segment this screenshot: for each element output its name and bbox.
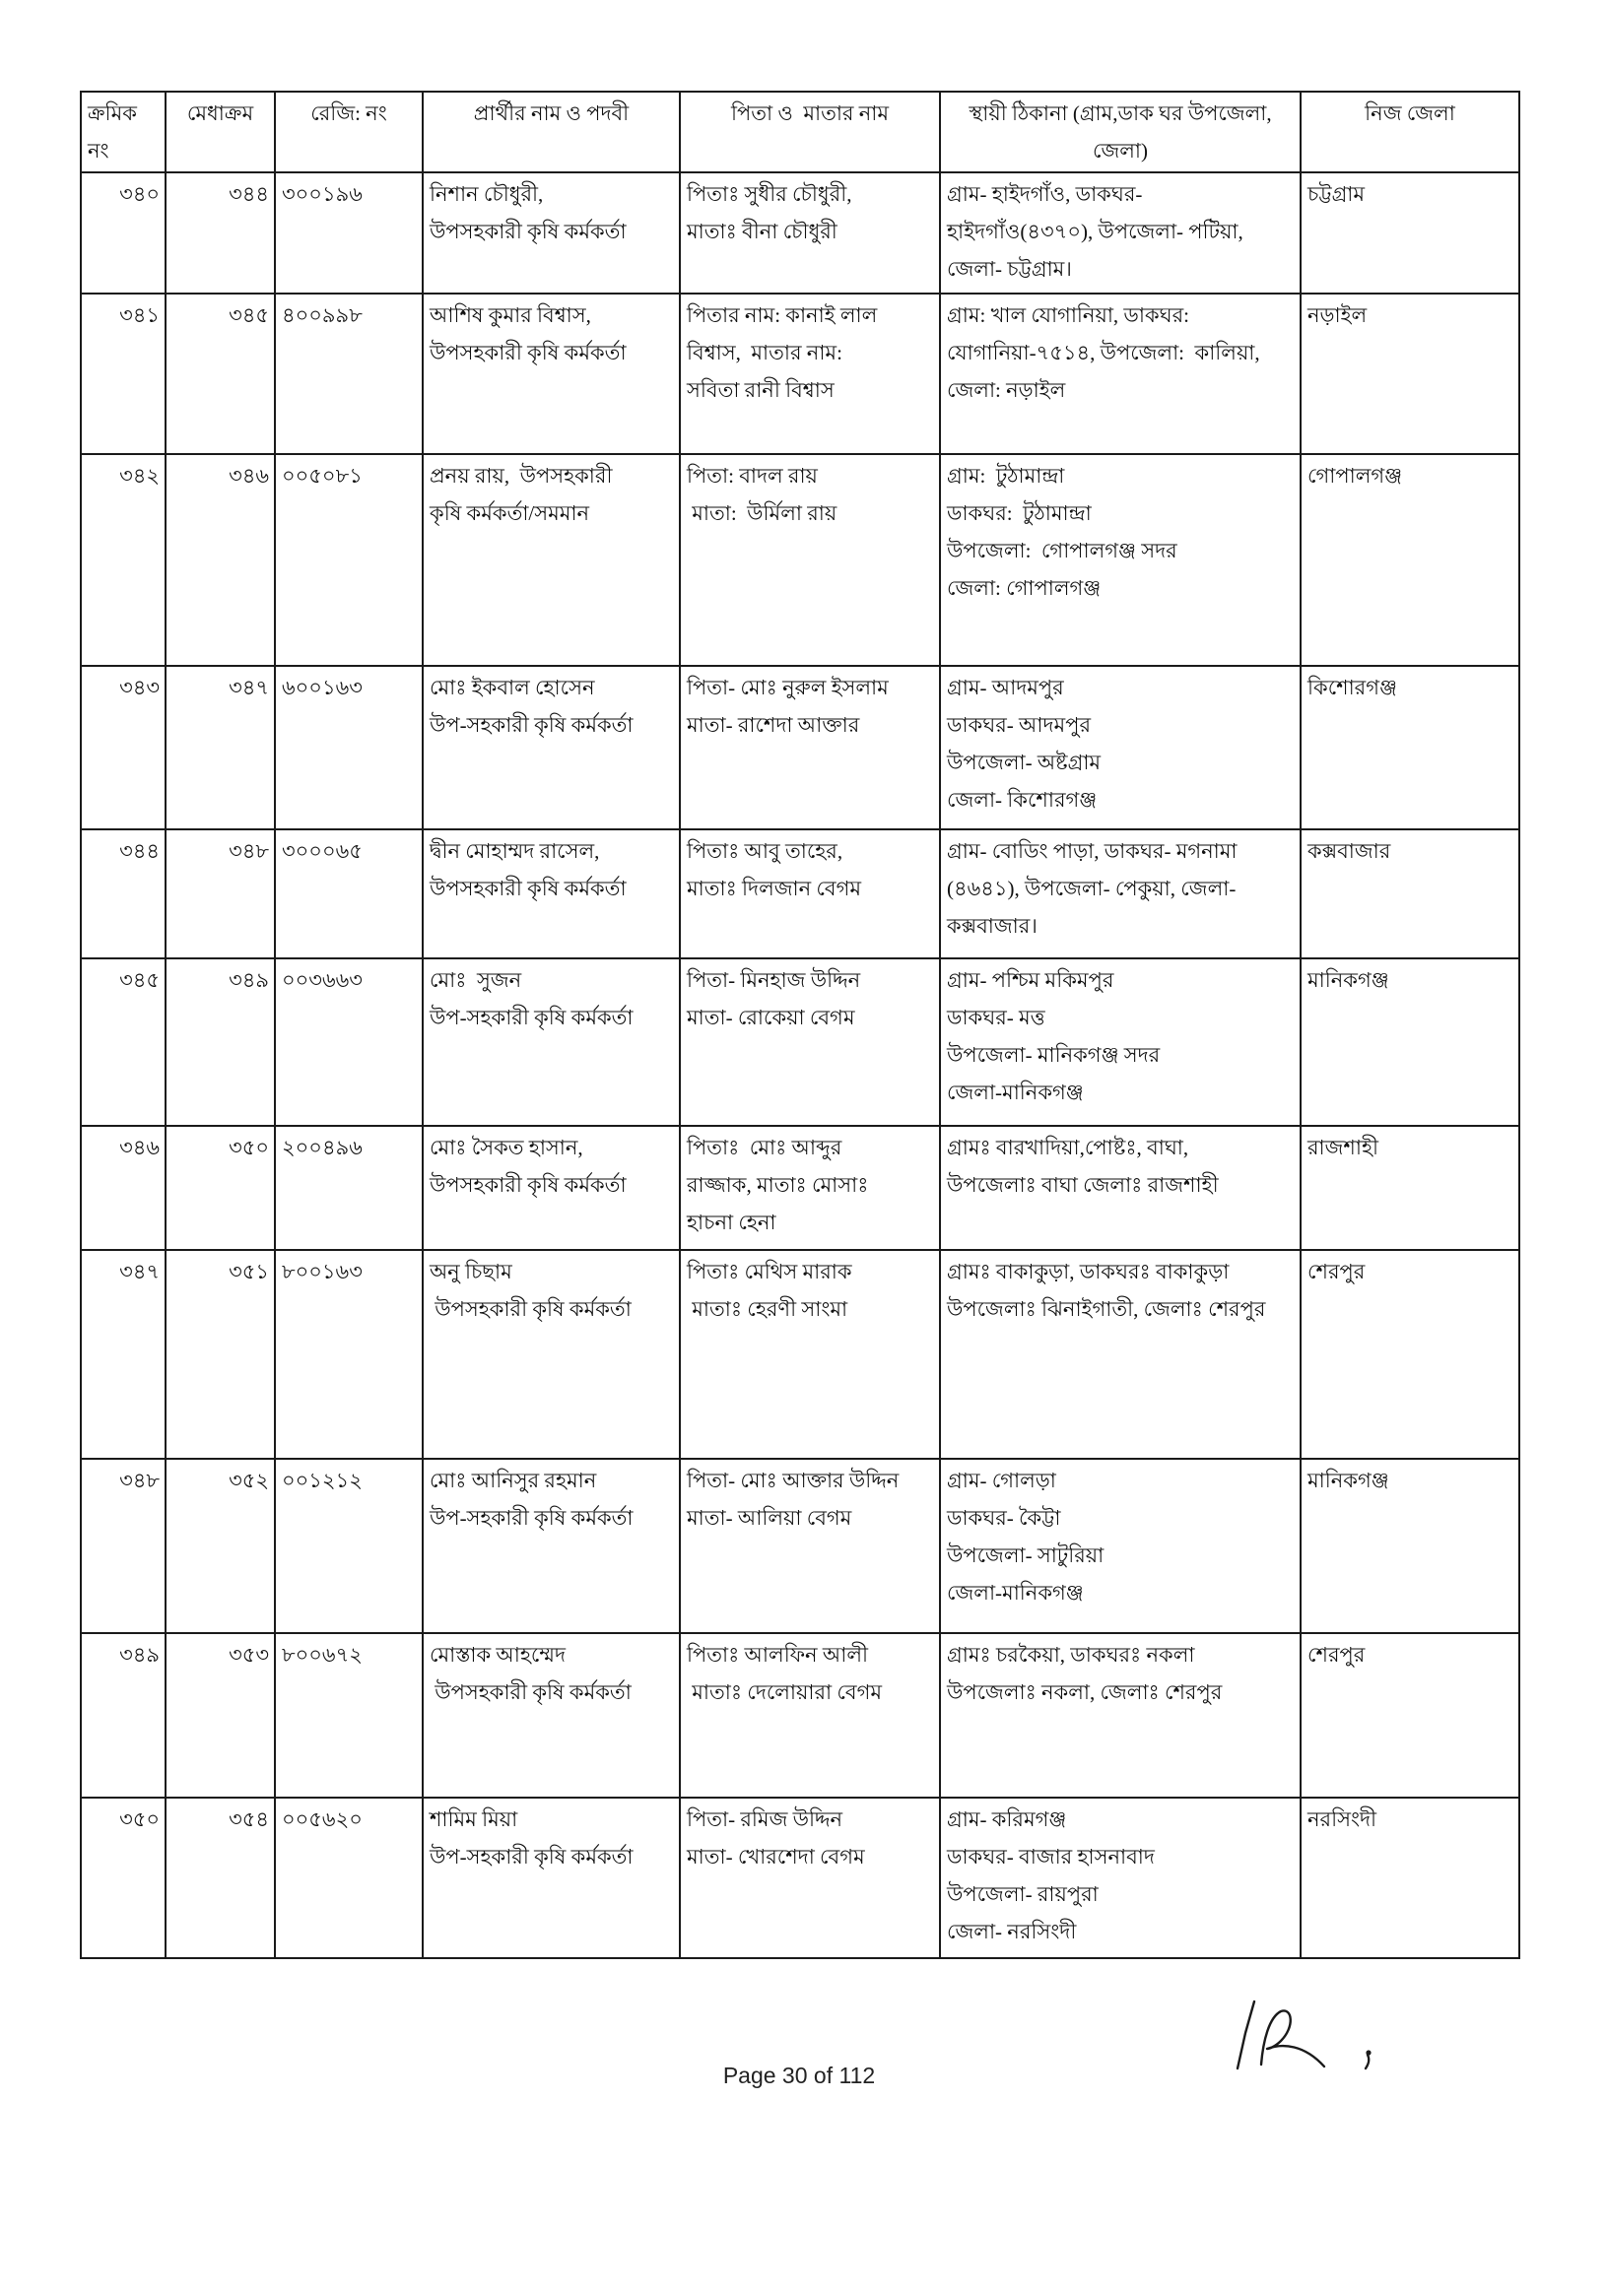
district-cell: নরসিংদী — [1302, 1799, 1520, 1959]
serial-cell: ৩৪৫ — [82, 959, 167, 1127]
serial-cell: ৩৪৬ — [82, 1127, 167, 1251]
merit-cell: ৩৫০ — [167, 1127, 276, 1251]
reg-cell: ৩০০০৬৫ — [276, 830, 424, 959]
name-cell: মোঃ ইকবাল হোসেন উপ-সহকারী কৃষি কর্মকর্তা — [424, 667, 681, 830]
merit-cell: ৩৪৪ — [167, 173, 276, 295]
reg-cell: ৮০০৬৭২ — [276, 1634, 424, 1799]
merit-cell: ৩৪৬ — [167, 455, 276, 667]
serial-cell: ৩৪২ — [82, 455, 167, 667]
parents-cell: পিতাঃ সুধীর চৌধুরী, মাতাঃ বীনা চৌধুরী — [681, 173, 941, 295]
serial-cell: ৩৪০ — [82, 173, 167, 295]
address-cell: গ্রাম- পশ্চিম মকিমপুর ডাকঘর- মত্ত উপজেলা- মানিকগঞ্জ সদর জেলা-মানিকগঞ্জ — [941, 959, 1302, 1127]
header-parents: পিতা ও মাতার নাম — [681, 93, 941, 173]
district-cell: মানিকগঞ্জ — [1302, 959, 1520, 1127]
serial-cell: ৩৪৮ — [82, 1460, 167, 1634]
reg-cell: ০০৩৬৬৩ — [276, 959, 424, 1127]
merit-cell: ৩৫১ — [167, 1251, 276, 1460]
parents-cell: পিতা: বাদল রায় মাতা: উর্মিলা রায় — [681, 455, 941, 667]
address-cell: গ্রামঃ বাকাকুড়া, ডাকঘরঃ বাকাকুড়া উপজেলাঃ ঝিনাইগাতী, জেলাঃ শেরপুর — [941, 1251, 1302, 1460]
merit-cell: ৩৫৩ — [167, 1634, 276, 1799]
district-cell: কিশোরগঞ্জ — [1302, 667, 1520, 830]
parents-cell: পিতা- রমিজ উদ্দিন মাতা- খোরশেদা বেগম — [681, 1799, 941, 1959]
merit-cell: ৩৪৭ — [167, 667, 276, 830]
name-cell: অনু চিছাম উপসহকারী কৃষি কর্মকর্তা — [424, 1251, 681, 1460]
name-cell: শামিম মিয়া উপ-সহকারী কৃষি কর্মকর্তা — [424, 1799, 681, 1959]
name-cell: দ্বীন মোহাম্মদ রাসেল, উপসহকারী কৃষি কর্মকর্তা — [424, 830, 681, 959]
name-cell: আশিষ কুমার বিশ্বাস, উপসহকারী কৃষি কর্মকর্তা — [424, 295, 681, 455]
merit-cell: ৩৫৪ — [167, 1799, 276, 1959]
header-serial: ক্রমিক নং — [82, 93, 167, 173]
parents-cell: পিতাঃ আলফিন আলী মাতাঃ দেলোয়ারা বেগম — [681, 1634, 941, 1799]
parents-cell: পিতাঃ আবু তাহের, মাতাঃ দিলজান বেগম — [681, 830, 941, 959]
address-cell: গ্রাম- বোডিং পাড়া, ডাকঘর- মগনামা (৪৬৪১), উপজেলা- পেকুয়া, জেলা- কক্সবাজার। — [941, 830, 1302, 959]
header-merit: মেধাক্রম — [167, 93, 276, 173]
name-cell: মোঃ সুজন উপ-সহকারী কৃষি কর্মকর্তা — [424, 959, 681, 1127]
district-cell: চট্টগ্রাম — [1302, 173, 1520, 295]
address-cell: গ্রাম- আদমপুর ডাকঘর- আদমপুর উপজেলা- অষ্টগ্রাম জেলা- কিশোরগঞ্জ — [941, 667, 1302, 830]
name-cell: মোঃ সৈকত হাসান, উপসহকারী কৃষি কর্মকর্তা — [424, 1127, 681, 1251]
district-cell: কক্সবাজার — [1302, 830, 1520, 959]
name-cell: মোস্তাক আহম্মেদ উপসহকারী কৃষি কর্মকর্তা — [424, 1634, 681, 1799]
parents-cell: পিতা- মোঃ নুরুল ইসলাম মাতা- রাশেদা আক্তার — [681, 667, 941, 830]
merit-cell: ৩৪৯ — [167, 959, 276, 1127]
page-number: Page 30 of 112 — [722, 2063, 876, 2088]
address-cell: গ্রাম- হাইদগাঁও, ডাকঘর- হাইদগাঁও(৪৩৭০), উপজেলা- পটিয়া, জেলা- চট্টগ্রাম। — [941, 173, 1302, 295]
district-cell: শেরপুর — [1302, 1634, 1520, 1799]
reg-cell: ৪০০৯৯৮ — [276, 295, 424, 455]
reg-cell: ০০৫০৮১ — [276, 455, 424, 667]
header-address: স্থায়ী ঠিকানা (গ্রাম,ডাক ঘর উপজেলা, জেলা) — [941, 93, 1302, 173]
parents-cell: পিতার নাম: কানাই লাল বিশ্বাস, মাতার নাম: সবিতা রানী বিশ্বাস — [681, 295, 941, 455]
merit-cell: ৩৪৫ — [167, 295, 276, 455]
address-cell: গ্রাম: খাল যোগানিয়া, ডাকঘর: যোগানিয়া-৭৫১৪, উপজেলা: কালিয়া, জেলা: নড়াইল — [941, 295, 1302, 455]
name-cell: মোঃ আনিসুর রহমান উপ-সহকারী কৃষি কর্মকর্তা — [424, 1460, 681, 1634]
serial-cell: ৩৪১ — [82, 295, 167, 455]
parents-cell: পিতা- মিনহাজ উদ্দিন মাতা- রোকেয়া বেগম — [681, 959, 941, 1127]
district-cell: মানিকগঞ্জ — [1302, 1460, 1520, 1634]
merit-cell: ৩৪৮ — [167, 830, 276, 959]
candidate-table — [80, 91, 1520, 1959]
reg-cell: ৩০০১৯৬ — [276, 173, 424, 295]
address-cell: গ্রামঃ চরকৈয়া, ডাকঘরঃ নকলা উপজেলাঃ নকলা, জেলাঃ শেরপুর — [941, 1634, 1302, 1799]
district-cell: নড়াইল — [1302, 295, 1520, 455]
address-cell: গ্রাম- গোলড়া ডাকঘর- কৈট্টা উপজেলা- সাটুরিয়া জেলা-মানিকগঞ্জ — [941, 1460, 1302, 1634]
name-cell: নিশান চৌধুরী, উপসহকারী কৃষি কর্মকর্তা — [424, 173, 681, 295]
address-cell: গ্রাম: টুঠামান্দ্রা ডাকঘর: টুঠামান্দ্রা উপজেলা: গোপালগঞ্জ সদর জেলা: গোপালগঞ্জ — [941, 455, 1302, 667]
district-cell: গোপালগঞ্জ — [1302, 455, 1520, 667]
reg-cell: ৮০০১৬৩ — [276, 1251, 424, 1460]
name-cell: প্রনয় রায়, উপসহকারী কৃষি কর্মকর্তা/সমমান — [424, 455, 681, 667]
address-cell: গ্রামঃ বারখাদিয়া,পোষ্টঃ, বাঘা, উপজেলাঃ বাঘা জেলাঃ রাজশাহী — [941, 1127, 1302, 1251]
header-district: নিজ জেলা — [1302, 93, 1520, 173]
parents-cell: পিতাঃ মোঃ আব্দুর রাজ্জাক, মাতাঃ মোসাঃ হাচনা হেনা — [681, 1127, 941, 1251]
reg-cell: ০০১২১২ — [276, 1460, 424, 1634]
district-cell: শেরপুর — [1302, 1251, 1520, 1460]
district-cell: রাজশাহী — [1302, 1127, 1520, 1251]
header-name: প্রার্থীর নাম ও পদবী — [424, 93, 681, 173]
serial-cell: ৩৪৭ — [82, 1251, 167, 1460]
reg-cell: ৬০০১৬৩ — [276, 667, 424, 830]
parents-cell: পিতা- মোঃ আক্তার উদ্দিন মাতা- আলিয়া বেগম — [681, 1460, 941, 1634]
parents-cell: পিতাঃ মেথিস মারাক মাতাঃ হেরণী সাংমা — [681, 1251, 941, 1460]
serial-cell: ৩৪৪ — [82, 830, 167, 959]
serial-cell: ৩৪৯ — [82, 1634, 167, 1799]
header-reg: রেজি: নং — [276, 93, 424, 173]
reg-cell: ০০৫৬২০ — [276, 1799, 424, 1959]
serial-cell: ৩৪৩ — [82, 667, 167, 830]
address-cell: গ্রাম- করিমগঞ্জ ডাকঘর- বাজার হাসনাবাদ উপজেলা- রায়পুরা জেলা- নরসিংদী — [941, 1799, 1302, 1959]
merit-cell: ৩৫২ — [167, 1460, 276, 1634]
reg-cell: ২০০৪৯৬ — [276, 1127, 424, 1251]
serial-cell: ৩৫০ — [82, 1799, 167, 1959]
